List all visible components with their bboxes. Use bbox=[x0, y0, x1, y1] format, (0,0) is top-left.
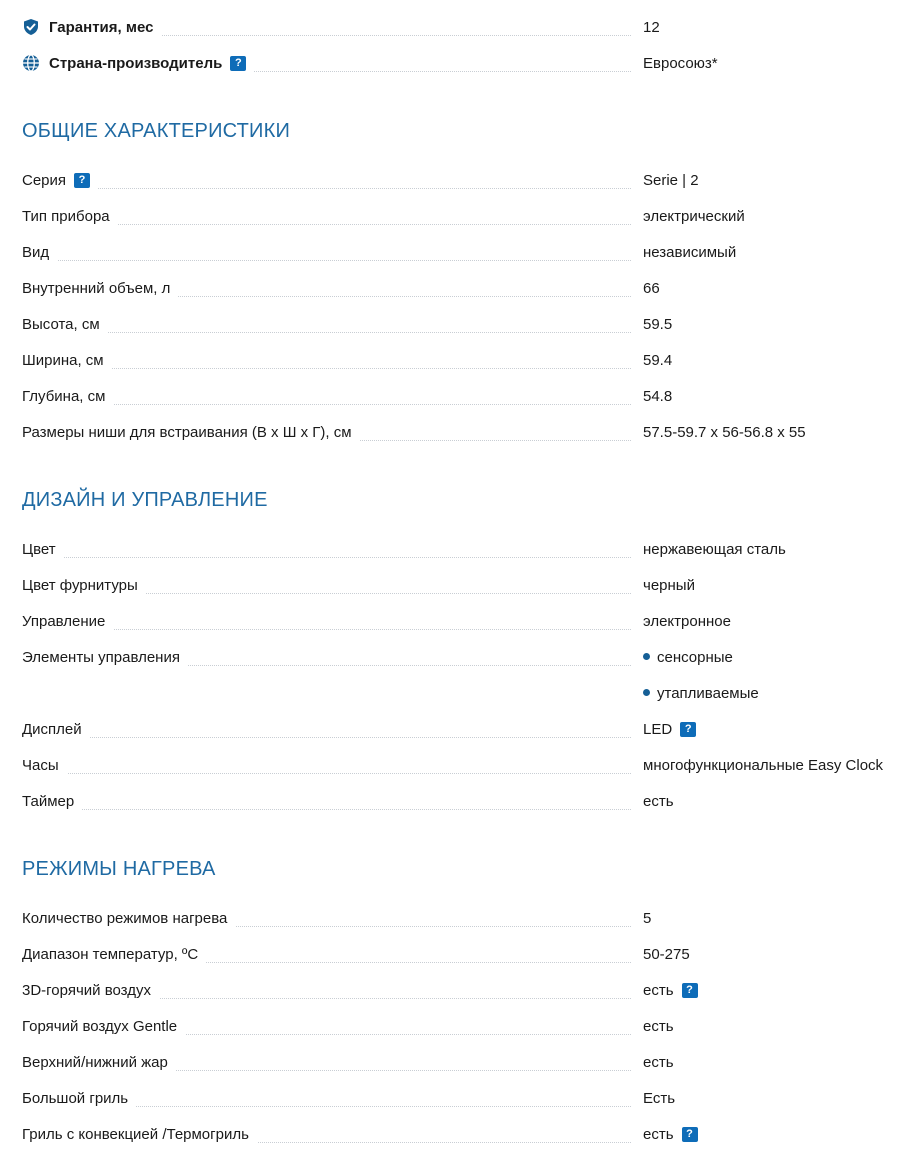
niche-value: 57.5-59.7 x 56-56.8 x 55 bbox=[643, 424, 806, 441]
dotted-leader bbox=[22, 557, 631, 558]
elements-label: Элементы управления bbox=[22, 640, 188, 676]
dotted-leader bbox=[22, 368, 631, 369]
spec-row-temp-range bbox=[22, 937, 901, 973]
width-label: Ширина, см bbox=[22, 343, 112, 379]
spec-row-color bbox=[22, 532, 901, 568]
series-label: Серия bbox=[22, 172, 67, 189]
spec-label bbox=[22, 163, 98, 199]
display-value: LED bbox=[643, 721, 673, 738]
spec-row-modes-count bbox=[22, 901, 901, 937]
bullet-icon bbox=[643, 653, 650, 660]
section-title-heating: РЕЖИМЫ НАГРЕВА bbox=[22, 858, 216, 880]
globe-icon bbox=[22, 54, 40, 72]
spec-row-country bbox=[22, 46, 901, 82]
type-label: Тип прибора bbox=[22, 199, 118, 235]
volume-label: Внутренний объем, л bbox=[22, 271, 178, 307]
spec-row-niche bbox=[22, 415, 901, 451]
convection-grill-value-wrap bbox=[643, 1117, 698, 1153]
spec-row-hot-air-3d bbox=[22, 973, 901, 1009]
spec-row-width bbox=[22, 343, 901, 379]
spec-row-depth bbox=[22, 379, 901, 415]
volume-value: 66 bbox=[643, 280, 660, 297]
hot-air-3d-value-wrap bbox=[643, 973, 698, 1009]
spec-row-control-elements bbox=[22, 640, 901, 676]
section-title-general: ОБЩИЕ ХАРАКТЕРИСТИКИ bbox=[22, 120, 291, 142]
country-value: Евросоюз* bbox=[643, 55, 718, 72]
height-value: 59.5 bbox=[643, 316, 673, 333]
convection-grill-value: есть bbox=[643, 1126, 674, 1143]
modes-count-value: 5 bbox=[643, 910, 652, 927]
spec-row-height bbox=[22, 307, 901, 343]
big-grill-value: Есть bbox=[643, 1090, 676, 1107]
niche-label: Размеры ниши для встраивания (В х Ш х Г), см bbox=[22, 415, 360, 451]
depth-value: 54.8 bbox=[643, 388, 673, 405]
hot-air-gentle-value: есть bbox=[643, 1018, 674, 1035]
spec-row-timer bbox=[22, 784, 901, 820]
big-grill-label: Большой гриль bbox=[22, 1081, 136, 1117]
help-icon[interactable]: ? bbox=[74, 173, 90, 188]
fittings-value: черный bbox=[643, 577, 695, 594]
dotted-leader bbox=[22, 260, 631, 261]
section-title-design: ДИЗАЙН И УПРАВЛЕНИЕ bbox=[22, 489, 268, 511]
warranty-value: 12 bbox=[643, 19, 660, 36]
display-label: Дисплей bbox=[22, 712, 90, 748]
help-icon[interactable]: ? bbox=[682, 1127, 698, 1142]
help-icon[interactable]: ? bbox=[682, 983, 698, 998]
hot-air-gentle-label: Горячий воздух Gentle bbox=[22, 1009, 185, 1045]
spec-row-display bbox=[22, 712, 901, 748]
list-item bbox=[643, 640, 733, 676]
color-value: нержавеющая сталь bbox=[643, 541, 786, 558]
type-value: электрический bbox=[643, 208, 745, 225]
control-label: Управление bbox=[22, 604, 113, 640]
shield-check-icon bbox=[22, 18, 40, 36]
kind-label: Вид bbox=[22, 235, 57, 271]
spec-row-type bbox=[22, 199, 901, 235]
temp-range-label: Диапазон температур, ºC bbox=[22, 937, 206, 973]
dotted-leader bbox=[22, 809, 631, 810]
spec-row-clock bbox=[22, 748, 901, 784]
kind-value: независимый bbox=[643, 244, 737, 261]
clock-label: Часы bbox=[22, 748, 67, 784]
list-item bbox=[643, 676, 759, 712]
clock-value: многофункциональные Easy Clock bbox=[643, 757, 884, 774]
modes-count-label: Количество режимов нагрева bbox=[22, 901, 235, 937]
spec-row-volume bbox=[22, 271, 901, 307]
dotted-leader bbox=[22, 332, 631, 333]
spec-row-series bbox=[22, 163, 901, 199]
hot-air-3d-value: есть bbox=[643, 982, 674, 999]
spec-row-fittings bbox=[22, 568, 901, 604]
spec-row-control bbox=[22, 604, 901, 640]
depth-label: Глубина, см bbox=[22, 379, 113, 415]
display-value-wrap bbox=[643, 712, 696, 748]
spec-row-big-grill bbox=[22, 1081, 901, 1117]
country-label: Страна-производитель bbox=[49, 55, 223, 72]
elements-value: утапливаемые bbox=[657, 685, 759, 702]
spec-row-kind bbox=[22, 235, 901, 271]
bullet-icon bbox=[643, 689, 650, 696]
dotted-leader bbox=[22, 188, 631, 189]
dotted-leader bbox=[22, 737, 631, 738]
spec-row-top-bottom bbox=[22, 1045, 901, 1081]
timer-value: есть bbox=[643, 793, 674, 810]
temp-range-value: 50-275 bbox=[643, 946, 690, 963]
help-icon[interactable]: ? bbox=[230, 56, 246, 71]
elements-value: сенсорные bbox=[657, 649, 733, 666]
fittings-label: Цвет фурнитуры bbox=[22, 568, 146, 604]
spec-row-warranty bbox=[22, 10, 901, 46]
hot-air-3d-label: 3D-горячий воздух bbox=[22, 973, 159, 1009]
timer-label: Таймер bbox=[22, 784, 82, 820]
convection-grill-label: Гриль с конвекцией /Термогриль bbox=[22, 1117, 257, 1153]
help-icon[interactable]: ? bbox=[680, 722, 696, 737]
spec-label bbox=[22, 46, 254, 82]
color-label: Цвет bbox=[22, 532, 64, 568]
control-value: электронное bbox=[643, 613, 731, 630]
series-value: Serie | 2 bbox=[643, 172, 699, 189]
dotted-leader bbox=[22, 773, 631, 774]
spec-row-hot-air-gentle bbox=[22, 1009, 901, 1045]
spec-label bbox=[22, 10, 161, 46]
top-bottom-value: есть bbox=[643, 1054, 674, 1071]
width-value: 59.4 bbox=[643, 352, 673, 369]
spec-row-control-elements-cont bbox=[22, 676, 901, 712]
height-label: Высота, см bbox=[22, 307, 108, 343]
spec-row-convection-grill bbox=[22, 1117, 901, 1153]
top-bottom-label: Верхний/нижний жар bbox=[22, 1045, 176, 1081]
warranty-label: Гарантия, мес bbox=[49, 19, 154, 36]
